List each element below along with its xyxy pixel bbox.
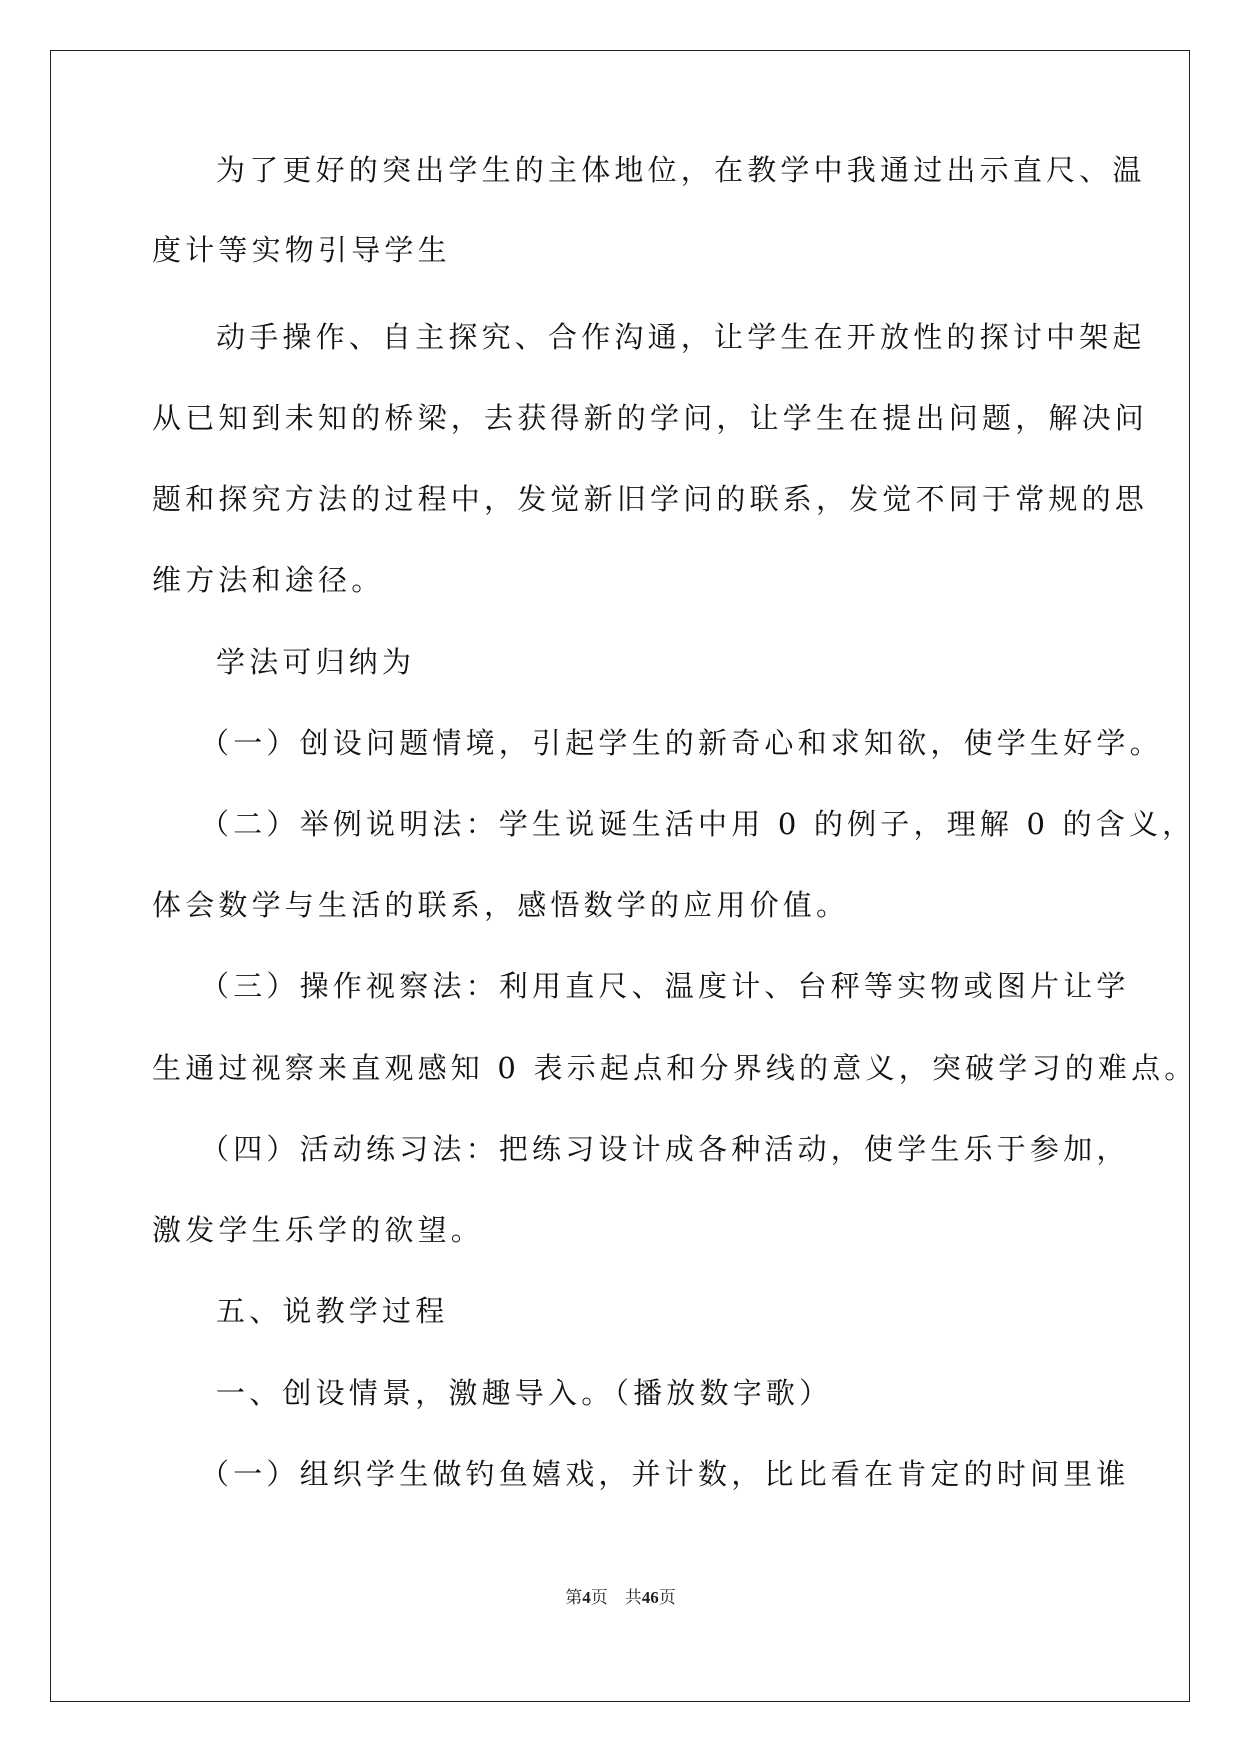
paragraph-line: 维方法和途径。 xyxy=(152,563,385,597)
paragraph-line: （二）举例说明法：学生说诞生活中用 0 的例子，理解 0 的含义， xyxy=(200,807,1196,841)
paragraph-line: 学法可归纳为 xyxy=(216,645,416,679)
paragraph-line: 一、创设情景，激趣导入。（播放数字歌） xyxy=(216,1376,833,1410)
paragraph-line: 动手操作、自主探究、合作沟通，让学生在开放性的探讨中架起 xyxy=(216,320,1146,354)
paragraph-line: （四）活动练习法：把练习设计成各种活动，使学生乐于参加， xyxy=(200,1132,1130,1166)
paragraph-line: （一）创设问题情境，引起学生的新奇心和求知欲，使学生好学。 xyxy=(200,726,1163,760)
footer-prefix: 第 xyxy=(565,1588,583,1607)
paragraph-line: （三）操作视察法：利用直尺、温度计、台秤等实物或图片让学 xyxy=(200,969,1130,1003)
footer-suffix: 页 xyxy=(658,1588,676,1607)
footer-total-pages: 46 xyxy=(641,1588,659,1607)
paragraph-line: 为了更好的突出学生的主体地位，在教学中我通过出示直尺、温 xyxy=(216,153,1146,187)
page-footer xyxy=(0,1583,1241,1608)
paragraph-line: 体会数学与生活的联系，感悟数学的应用价值。 xyxy=(152,888,850,922)
paragraph-line: （一）组织学生做钓鱼嬉戏，并计数，比比看在肯定的时间里谁 xyxy=(200,1457,1130,1491)
paragraph-line: 题和探究方法的过程中，发觉新旧学问的联系，发觉不同于常规的思 xyxy=(152,482,1149,516)
footer-page-number: 4 xyxy=(582,1588,591,1607)
paragraph-line: 五、说教学过程 xyxy=(216,1294,449,1328)
paragraph-line: 度计等实物引导学生 xyxy=(152,233,451,267)
footer-mid: 页 共 xyxy=(590,1588,642,1607)
paragraph-line: 从已知到未知的桥梁，去获得新的学问，让学生在提出问题，解决问 xyxy=(152,401,1149,435)
paragraph-line: 激发学生乐学的欲望。 xyxy=(152,1213,485,1247)
paragraph-line: 生通过视察来直观感知 0 表示起点和分界线的意义，突破学习的难点。 xyxy=(152,1051,1198,1085)
